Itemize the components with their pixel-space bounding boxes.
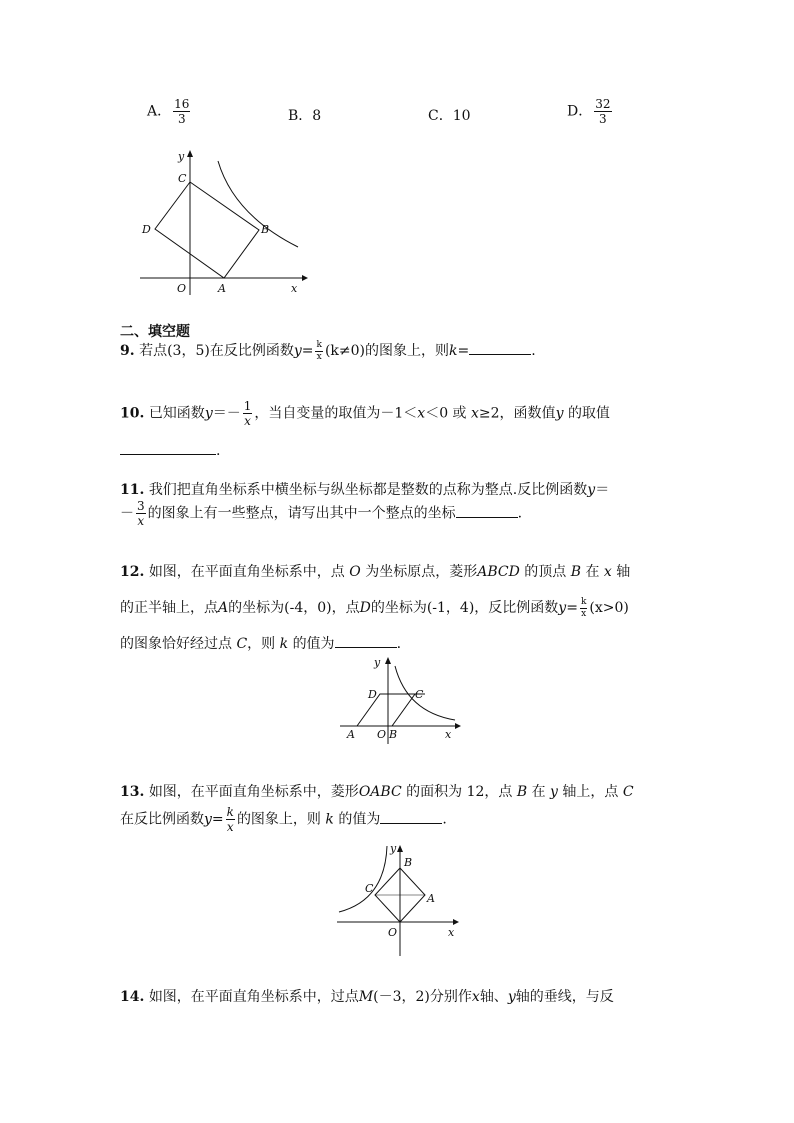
- text: 轴: [616, 564, 631, 580]
- text: 的图象上，则: [236, 811, 321, 828]
- text: 若点(3，5)在反比例函数: [139, 343, 294, 359]
- text: 我们把直角坐标系中横坐标与纵坐标都是整数的点称为整点.反比例函数: [148, 482, 588, 498]
- var: y: [507, 989, 516, 1005]
- text: 的值为: [292, 636, 335, 652]
- var: y: [555, 405, 564, 422]
- y-arrow: [397, 845, 403, 852]
- var: y: [558, 600, 567, 616]
- text: .: [216, 443, 221, 459]
- var: x: [471, 989, 480, 1005]
- label-y: y: [374, 656, 381, 669]
- text: 的坐标为(-4，0)，点: [228, 600, 360, 616]
- question-12-line2: [120, 597, 629, 619]
- label-c: C: [415, 688, 424, 701]
- denominator: 3: [599, 112, 607, 126]
- denominator: x: [316, 351, 322, 362]
- var: y: [587, 482, 596, 498]
- var: x: [471, 405, 479, 422]
- option-d: [567, 98, 614, 125]
- y-arrow: [187, 150, 193, 157]
- question-number: 11.: [120, 482, 145, 498]
- section-title: 二、填空题: [120, 324, 190, 340]
- question-number: 13.: [120, 784, 145, 800]
- text: (k≠0): [324, 343, 365, 359]
- rhombus-abcd: [357, 694, 415, 726]
- y-arrow: [385, 657, 391, 664]
- var: C: [622, 784, 634, 800]
- text: 的图象上，则: [365, 343, 449, 359]
- text: ＜0 或: [425, 405, 467, 422]
- text: 如图，在平面直角坐标系中，点: [148, 564, 345, 580]
- question-number: 10.: [120, 405, 145, 422]
- text: ，当自变量的取值为－1＜: [254, 405, 418, 422]
- fraction: [136, 500, 146, 527]
- x-arrow: [455, 723, 461, 729]
- text: =: [211, 811, 224, 828]
- text: 已知函数: [148, 405, 205, 422]
- label-a: A: [347, 728, 355, 741]
- var: ABCD: [477, 564, 520, 580]
- label-y: y: [178, 150, 185, 163]
- text: 的顶点: [524, 564, 567, 580]
- var: OABC: [358, 784, 402, 800]
- var: k: [279, 636, 289, 652]
- var: k: [449, 343, 458, 359]
- var: y: [204, 405, 213, 422]
- label-b: B: [404, 856, 413, 869]
- answer-blank[interactable]: [380, 811, 442, 824]
- numerator: 32: [595, 97, 611, 111]
- option-letter: B．: [288, 108, 313, 124]
- numerator: k: [580, 596, 587, 607]
- text: .: [396, 636, 402, 652]
- label-x: x: [445, 728, 452, 741]
- text: 的正半轴上，点: [120, 600, 218, 616]
- fraction: [173, 98, 190, 125]
- question-14: [120, 986, 614, 1006]
- question-12: [120, 561, 630, 581]
- option-value: 8: [312, 108, 322, 124]
- label-c: C: [178, 172, 187, 185]
- var: x: [603, 564, 612, 580]
- numerator: 1: [243, 399, 252, 413]
- figure-3: [335, 840, 465, 960]
- var: D: [359, 600, 371, 616]
- figure-1: [130, 145, 320, 300]
- var: B: [570, 564, 582, 580]
- text: =: [301, 343, 314, 359]
- x-arrow: [453, 919, 459, 925]
- var: x: [417, 405, 426, 422]
- hyperbola: [395, 666, 455, 720]
- label-x: x: [291, 282, 298, 295]
- label-d: D: [368, 688, 377, 701]
- question-number: 14.: [120, 989, 145, 1005]
- text: ≥2，函数值: [478, 405, 556, 422]
- option-c: [428, 105, 471, 125]
- text: 的图象上有一些整点，请写出其中一个整点的坐标: [147, 505, 456, 522]
- option-a: [147, 98, 192, 125]
- fraction: [315, 341, 322, 362]
- label-b: B: [389, 728, 398, 741]
- label-d: D: [142, 223, 151, 236]
- var: k: [325, 811, 334, 828]
- var: C: [236, 636, 248, 652]
- var: B: [516, 784, 528, 800]
- text: 的值为: [338, 811, 381, 828]
- text: 如图，在平面直角坐标系中，过点: [148, 989, 359, 1005]
- text: 为坐标原点，菱形: [365, 564, 478, 580]
- var: A: [218, 600, 229, 616]
- text: 在: [585, 564, 600, 580]
- label-o: O: [388, 926, 398, 939]
- text: 的图象恰好经过点: [120, 636, 232, 652]
- var: y: [550, 784, 558, 800]
- option-value: 10: [452, 108, 471, 124]
- question-11-line2: [120, 500, 522, 527]
- text: .: [531, 343, 536, 359]
- text: 在反比例函数: [120, 811, 204, 828]
- text: 轴上，点: [562, 784, 619, 800]
- denominator: x: [244, 414, 251, 428]
- answer-blank[interactable]: [469, 342, 531, 355]
- text: (x>0): [589, 600, 629, 616]
- label-a: A: [427, 892, 435, 905]
- question-9: [120, 340, 536, 362]
- var: O: [349, 564, 361, 580]
- fraction: [594, 98, 611, 125]
- option-letter: D．: [567, 103, 593, 120]
- label-y: y: [390, 842, 397, 855]
- rectangle-abcd: [155, 182, 259, 278]
- fraction: [226, 806, 235, 833]
- fraction: [580, 598, 587, 619]
- text: ＝: [595, 482, 610, 498]
- text: 的面积为 12，点: [406, 784, 513, 800]
- text: 轴的垂线，与反: [515, 989, 614, 1005]
- text: (－3，2)分别作: [373, 989, 472, 1005]
- question-13-line2: [120, 806, 447, 833]
- numerator: 16: [174, 97, 190, 111]
- text: =: [566, 600, 578, 616]
- answer-blank[interactable]: [456, 505, 518, 518]
- text: ，则: [247, 636, 276, 652]
- hyperbola: [218, 161, 298, 247]
- numerator: k: [316, 339, 322, 350]
- numerator: 3: [137, 499, 145, 513]
- question-11: [120, 479, 609, 499]
- numerator: k: [226, 805, 234, 819]
- label-c: C: [365, 882, 374, 895]
- option-letter: A．: [147, 103, 172, 120]
- option-letter: C．: [428, 108, 453, 124]
- text: ＝－: [212, 405, 241, 422]
- x-arrow: [302, 275, 308, 281]
- label-x: x: [448, 926, 455, 939]
- hyperbola: [339, 846, 387, 912]
- text: .: [517, 505, 523, 522]
- text: 轴、: [479, 989, 508, 1005]
- denominator: 3: [177, 112, 186, 126]
- option-b: [288, 105, 321, 125]
- fraction: [243, 400, 253, 427]
- text: －: [120, 505, 134, 522]
- label-o: O: [377, 728, 387, 741]
- question-10-line2: [120, 442, 220, 459]
- label-a: A: [218, 282, 226, 295]
- denominator: x: [581, 608, 587, 619]
- question-number: 12.: [120, 564, 145, 580]
- figure-2: [335, 654, 465, 748]
- text: 的取值: [567, 405, 610, 422]
- text: .: [442, 811, 447, 828]
- answer-blank[interactable]: [335, 635, 397, 648]
- var: y: [293, 343, 302, 359]
- denominator: x: [226, 820, 234, 834]
- question-10: [120, 400, 610, 427]
- question-number: 9.: [120, 343, 135, 359]
- text: =: [457, 343, 470, 359]
- var: y: [204, 811, 212, 828]
- label-b: B: [261, 223, 270, 236]
- var: M: [358, 989, 374, 1005]
- answer-blank[interactable]: [120, 442, 216, 455]
- question-13: [120, 781, 634, 801]
- text: 的坐标为(-1，4)，反比例函数: [370, 600, 559, 616]
- label-o: O: [177, 282, 187, 295]
- text: 在: [531, 784, 546, 800]
- text: 如图，在平面直角坐标系中，菱形: [148, 784, 359, 800]
- question-12-line3: [120, 633, 401, 653]
- denominator: x: [137, 514, 145, 528]
